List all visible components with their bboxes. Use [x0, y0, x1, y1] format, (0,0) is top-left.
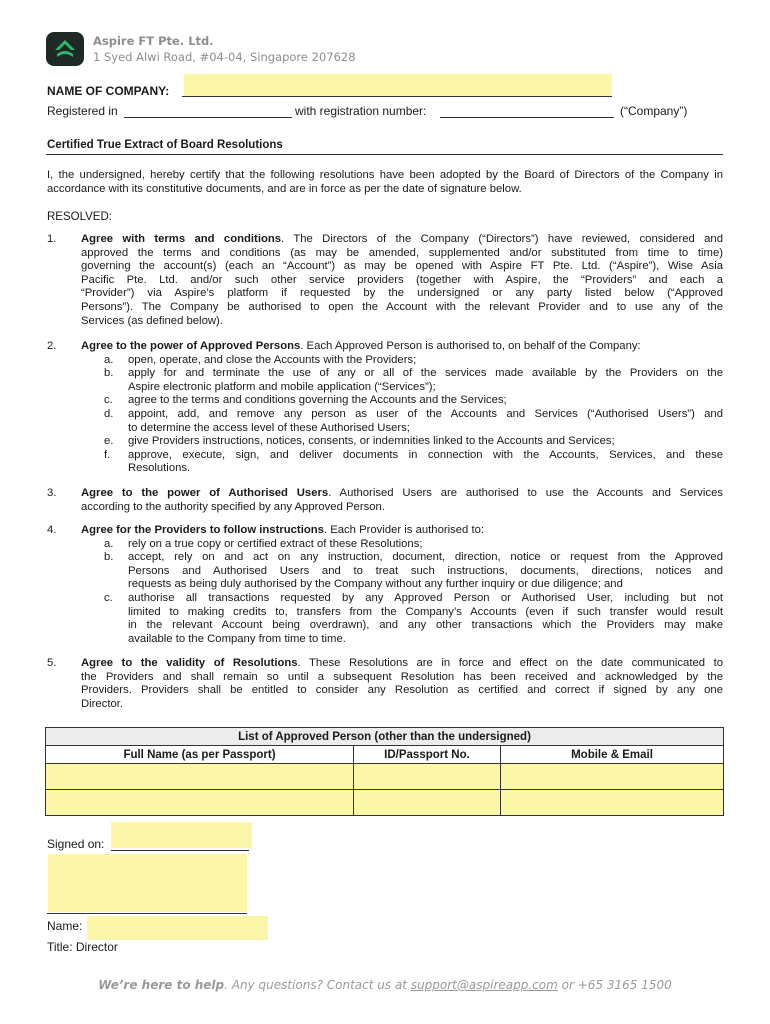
- footer-tail: or +65 3165 1500: [557, 978, 672, 992]
- resolution-line: [81, 274, 723, 288]
- registered-in-label: Registered in: [47, 104, 118, 118]
- sub-item-text: to determine the access level of these Authorised Users;: [128, 421, 410, 434]
- table-row: [46, 764, 724, 790]
- resolution-line: [81, 501, 723, 515]
- intro-paragraph: I, the undersigned, hereby certify that the following resolutions have been adopted by the Board of Directors of the Company in accordance with its constitutive documents, and are in force as per the date of signature below.: [47, 169, 723, 195]
- sub-item-letter: a.: [104, 537, 114, 550]
- sub-item-letter: a.: [104, 353, 114, 366]
- resolution-line: [81, 260, 723, 274]
- sub-item-text: rely on a true copy or certified extract of these Resolutions;: [128, 537, 423, 550]
- resolution-line: [81, 247, 723, 261]
- resolution-text: approved the terms and conditions (as may be amended, supplemented and/or substituted from time to time): [81, 246, 723, 259]
- resolution-text: . Authorised Users are authorised to use the Accounts and Services: [328, 487, 724, 499]
- full-name-input-1[interactable]: [46, 764, 354, 790]
- resolution-text: Providers. Providers shall be entitled to consider any Resolution as certified and correct if signed by any one: [81, 684, 723, 697]
- resolution-text: Director.: [81, 697, 124, 710]
- sub-item-text: Aspire electronic platform and mobile application (“Services”);: [128, 380, 436, 393]
- header-mobile-email: Mobile & Email: [501, 746, 724, 764]
- full-name-input-2[interactable]: [46, 790, 354, 816]
- resolution-text: the Providers and shall remain so until a subsequent Resolution has been received and acknowledged by the: [81, 670, 723, 683]
- resolution-number: 3.: [47, 487, 57, 499]
- company-name-line: [182, 96, 612, 97]
- section-divider: [46, 154, 723, 155]
- footer-help: [0, 978, 770, 992]
- resolution-number: 1.: [47, 233, 57, 245]
- resolution-line: [81, 340, 723, 354]
- mobile-email-input-1[interactable]: [501, 764, 724, 790]
- resolution-line: [81, 301, 723, 315]
- resolution-text: . These Resolutions are in force and effect on the date communicated to: [297, 657, 723, 669]
- support-email-link[interactable]: support@aspireapp.com: [410, 978, 558, 992]
- resolution-line: [81, 524, 723, 538]
- company-address: 1 Syed Alwi Road, #04-04, Singapore 207628: [93, 50, 356, 64]
- resolution-title: Agree to the power of Approved Persons: [81, 340, 301, 352]
- sub-item-letter: f.: [104, 448, 111, 461]
- sub-item-letter: c.: [104, 592, 113, 604]
- resolution-line: [81, 487, 723, 501]
- sub-item-text: appoint, add, and remove any person as user of the Accounts and Services (“Authorised Users”) and: [128, 408, 723, 420]
- resolution-number: 5.: [47, 657, 57, 669]
- sub-item-text: accept, rely on and act on any instruction, document, direction, notice or request from the Approved: [128, 551, 723, 564]
- resolution-text: Services (as defined below).: [81, 314, 223, 327]
- resolution-text: Pacific Pte. Ltd. and/or such other service providers (together with Aspire, the “Providers” and each a: [81, 273, 723, 286]
- sub-item-text: apply for and terminate the use of any or all of the services made available by the Providers on the: [128, 367, 723, 380]
- mobile-email-input-2[interactable]: [501, 790, 724, 816]
- sub-item-text: authorise all transactions requested by any Approved Person or Authorised User, including but not: [128, 592, 723, 604]
- sub-item-letter: e.: [104, 435, 114, 448]
- sub-item-letter: b.: [104, 551, 114, 564]
- registered-in-field[interactable]: [124, 117, 292, 118]
- resolution-line: [81, 698, 723, 712]
- resolution-text: . Each Approved Person is authorised to, on behalf of the Company:: [300, 340, 641, 352]
- resolution-text: according to the authority specified by any Approved Person.: [81, 500, 385, 513]
- sub-item-text: Persons and Authorised Users and to treat such instructions, documents, directions, notices and: [128, 564, 723, 577]
- signed-on-field[interactable]: [111, 822, 252, 848]
- signed-on-label: Signed on:: [47, 837, 105, 851]
- sub-item-letter: b.: [104, 367, 114, 380]
- resolution-number: 2.: [47, 340, 57, 352]
- resolution-line: [81, 287, 723, 301]
- sub-item-text: open, operate, and close the Accounts with the Providers;: [128, 353, 417, 366]
- id-passport-input-1[interactable]: [354, 764, 501, 790]
- company-name: Aspire FT Pte. Ltd.: [93, 34, 214, 48]
- resolution-text: . Each Provider is authorised to:: [323, 524, 485, 536]
- sub-item-text: agree to the terms and conditions governing the Accounts and the Services;: [128, 394, 507, 407]
- sub-item-text: requests as being duly authorised by the Company without any further inquiry or due diligence; and: [128, 578, 623, 591]
- resolution-text: governing the account(s) (each an “Account”) as may be opened with Aspire FT Pte. Ltd. (“Aspire”), Wise Asia: [81, 260, 723, 273]
- name-label: Name:: [47, 919, 83, 933]
- sub-item-text: available to the Company from time to time.: [128, 632, 346, 645]
- resolution-title: Agree with terms and conditions: [81, 233, 282, 245]
- approved-persons-table: [45, 727, 724, 816]
- company-name-field[interactable]: [184, 74, 612, 96]
- signed-on-line: [111, 850, 249, 851]
- header-id-passport: ID/Passport No.: [354, 746, 501, 764]
- resolution-title: Agree to the validity of Resolutions: [81, 657, 298, 669]
- resolution-title: Agree for the Providers to follow instructions: [81, 524, 324, 536]
- resolution-line: [81, 684, 723, 698]
- footer-lead: We’re here to help: [98, 978, 225, 992]
- signature-field[interactable]: [48, 854, 247, 912]
- title-director: Title: Director: [47, 940, 118, 954]
- resolution-text: Persons”). The Company be authorised to open the Account with the relevant Provider and to use any of the: [81, 301, 723, 313]
- resolution-line: [81, 315, 723, 329]
- registration-number-label: with registration number:: [295, 104, 427, 118]
- sub-item-letter: d.: [104, 408, 114, 420]
- sub-item-text: Resolutions.: [128, 462, 191, 475]
- sub-item-text: approve, execute, sign, and deliver documents in connection with the Accounts, Services, and these: [128, 448, 723, 461]
- table-row: [46, 790, 724, 816]
- resolution-line: [81, 671, 723, 685]
- resolution-line: [81, 233, 723, 247]
- table-caption: List of Approved Person (other than the undersigned): [46, 728, 724, 746]
- section-title: Certified True Extract of Board Resolutions: [47, 139, 283, 151]
- signer-name-field[interactable]: [87, 916, 268, 940]
- resolution-text: “Provider”) via Aspire’s platform if requested by the undersigned or any party listed below (“Approved: [81, 287, 723, 300]
- header-full-name: Full Name (as per Passport): [46, 746, 354, 764]
- company-suffix: (“Company”): [620, 104, 688, 118]
- footer-mid: . Any questions? Contact us at: [224, 978, 411, 992]
- sub-item-text: in the relevant Account being overdrawn), and any other transactions which the Providers may make: [128, 619, 723, 632]
- resolution-number: 4.: [47, 524, 57, 536]
- resolved-label: RESOLVED:: [47, 211, 112, 223]
- signature-line: [47, 913, 247, 914]
- resolution-title: Agree to the power of Authorised Users: [81, 487, 329, 499]
- sub-item-letter: c.: [104, 394, 113, 407]
- id-passport-input-2[interactable]: [354, 790, 501, 816]
- sub-item-text: give Providers instructions, notices, consents, or indemnities linked to the Accounts and Services;: [128, 435, 615, 448]
- name-of-company-label: NAME OF COMPANY:: [47, 84, 170, 98]
- registration-number-field[interactable]: [440, 117, 614, 118]
- aspire-logo: [46, 32, 84, 66]
- sub-item-text: limited to making credits to, transfers from the Company’s Accounts (even if such transfer would result: [128, 605, 723, 618]
- resolution-line: [81, 657, 723, 671]
- resolution-text: . The Directors of the Company (“Directors”) have reviewed, considered and: [281, 233, 723, 245]
